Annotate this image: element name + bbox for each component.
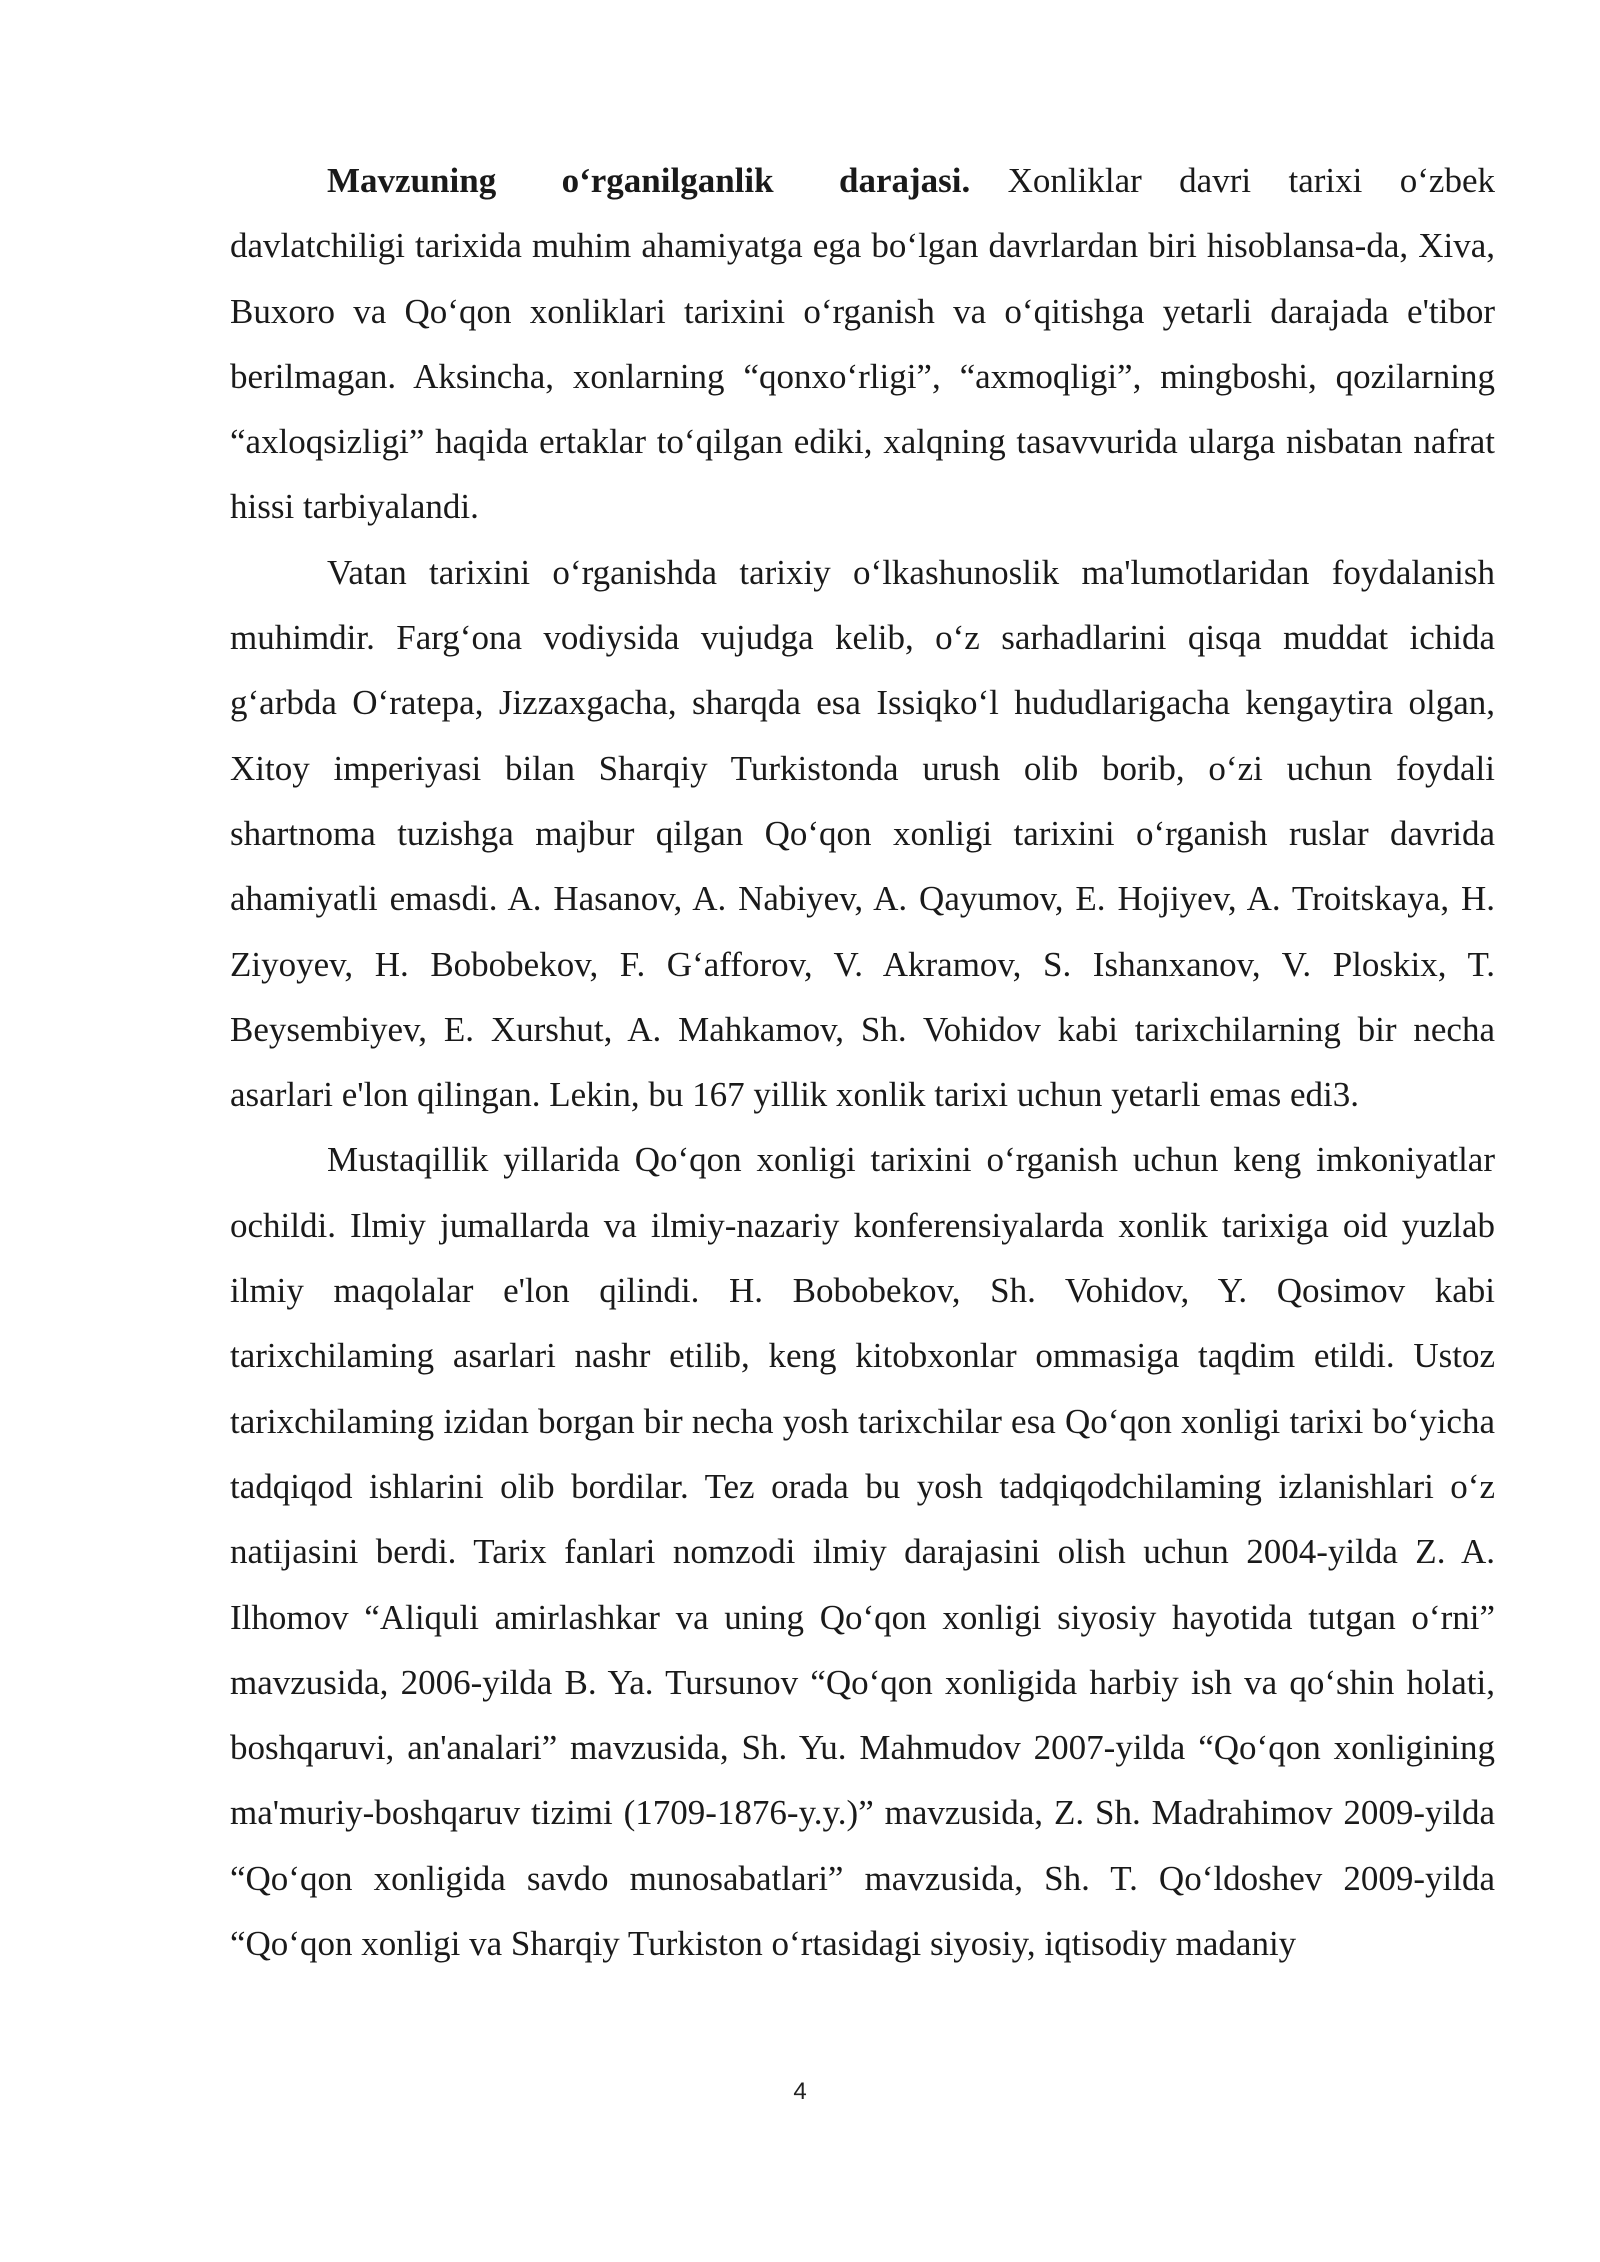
document-page (230, 148, 1495, 1976)
paragraph-independence-years: Mustaqillik yillarida Qo‘qon xonligi tarixini o‘rganish uchun keng imkoniyatlar ochildi. Ilmiy jumallarda va ilmiy-nazariy konferensiyalarda xonlik tarixiga oid yuzlab ilmiy maqolalar e'lon qilindi. H. Bobobekov, Sh. Vohidov, Y. Qosimov kabi tarixchilaming asarlari nashr etilib, keng kitobxonlar ommasiga taqdim etildi. Ustoz tarixchilaming izidan borgan bir necha yosh tarixchilar esa Qo‘qon xonligi tarixi bo‘yicha tadqiqod ishlarini olib bordilar. Tez orada bu yosh tadqiqodchilaming izlanishlari o‘z natijasini berdi. Tarix fanlari nomzodi ilmiy darajasini olish uchun 2004-yilda Z. A. Ilhomov “Aliquli amirlashkar va uning Qo‘qon xonligi siyosiy hayotida tutgan o‘rni” mavzusida, 2006-yilda B. Ya. Tursunov “Qo‘qon xonligida harbiy ish va qo‘shin holati, boshqaruvi, an'analari” mavzusida, Sh. Yu. Mahmudov 2007-yilda “Qo‘qon xonligining ma'muriy-boshqaruv tizimi (1709-1876-y.y.)” mavzusida, Z. Sh. Madrahimov 2009-yilda “Qo‘qon xonligida savdo munosabatlari” mavzusida, Sh. T. Qo‘ldoshev 2009-yilda “Qo‘qon xonligi va Sharqiy Turkiston o‘rtasidagi siyosiy, iqtisodiy madaniy (230, 1140, 1495, 1964)
paragraph-heading: Mavzuning o‘rganilganlik darajasi. (327, 161, 971, 200)
paragraph-body: Xonliklar davri tarixi o‘zbek davlatchiligi tarixida muhim ahamiyatga ega bo‘lgan davrlardan biri hisoblansa-da, Xiva, Buxoro va Qo‘qon xonliklari tarixini o‘rganish va o‘qitishga yetarli darajada e'tibor berilmagan. Aksincha, xonlarning “qonxo‘rligi”, “axmoqligi”, mingboshi, qozilarning “axloqsizligi” haqida ertaklar to‘qilgan ediki, xalqning tasavvurida ularga nisbatan nafrat hissi tarbiyalandi. (230, 161, 1495, 527)
paragraph-local-history: Vatan tarixini o‘rganishda tarixiy o‘lkashunoslik ma'lumotlaridan foydalanish muhimdir. Farg‘ona vodiysida vujudga kelib, o‘z sarhadlarini qisqa muddat ichida g‘arbda O‘ratepa, Jizzaxgacha, sharqda esa Issiqko‘l hududlarigacha kengaytira olgan, Xitoy imperiyasi bilan Sharqiy Turkistonda urush olib borib, o‘zi uchun foydali shartnoma tuzishga majbur qilgan Qo‘qon xonligi tarixini o‘rganish ruslar davrida ahamiyatli emasdi. A. Hasanov, A. Nabiyev, A. Qayumov, E. Hojiyev, A. Troitskaya, H. Ziyoyev, H. Bobobekov, F. G‘afforov, V. Akramov, S. Ishanxanov, V. Ploskix, T. Beysembiyev, E. Xurshut, A. Mahkamov, Sh. Vohidov kabi tarixchilarning bir necha asarlari e'lon qilingan. Lekin, bu 167 yillik xonlik tarixi uchun yetarli emas edi3. (230, 552, 1495, 1115)
page-number: 4 (793, 2078, 807, 2105)
paragraph-study-level (230, 148, 1495, 540)
